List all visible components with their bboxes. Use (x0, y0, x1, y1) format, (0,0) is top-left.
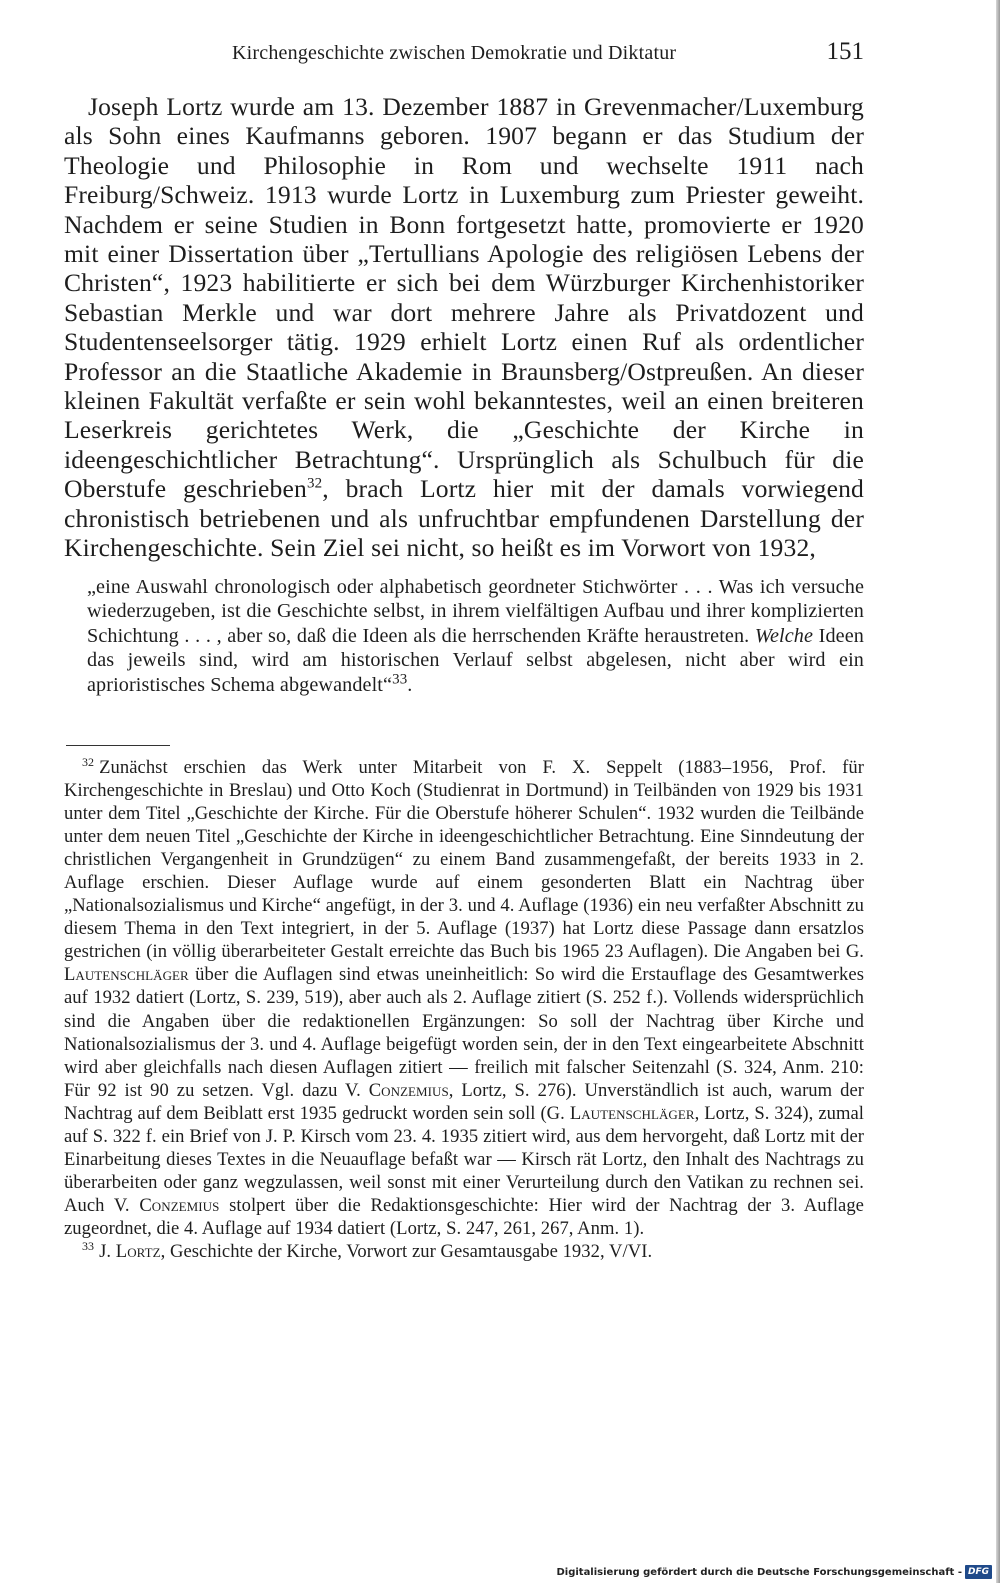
footnote-text: über die Auflagen sind etwas uneinheitlich: So wird die Erstauflage des Gesamtwerkes auf 1932 datiert (Lortz, S. 239, 519), aber auch als 2. Auflage zitiert (S. 252 f.). Vollends widersprüchlich sind die Angaben über die redaktionellen Ergänzungen: So soll der Nachtrag über Kirche und Nationalsozialismus der 3. und 4. Auflage beigefügt worden sein, der in den Text eingearbeitete Abschnitt wird aber gleichfalls nach diesen Auflagen zitiert — freilich mit falscher Seitenzahl (S. 324, Anm. 210: Für 92 ist 90 zu setzen. Vgl. dazu V. (64, 964, 864, 1101)
footnote-text: , Geschichte der Kirche, Vorwort zur Gesamtausgabe 1932, V/VI. (160, 1240, 653, 1262)
author-name: Conzemius (139, 1194, 220, 1216)
footnote-reference-33[interactable]: 33 (392, 670, 408, 687)
main-text (64, 92, 864, 563)
digitization-credit (556, 1565, 992, 1579)
footnote-33 (64, 1240, 864, 1263)
author-name: Lautenschläger (569, 1102, 695, 1124)
footnote-reference-32[interactable]: 32 (306, 475, 323, 492)
footnote-32 (64, 756, 864, 1240)
paragraph-text: Joseph Lortz wurde am 13. Dezember 1887 in Grevenmacher/Luxemburg als Sohn eines Kaufmanns geboren. 1907 begann er das Studium der Theologie und Philosophie in Rom und wechselte 1911 nach Freiburg/Schweiz. 1913 wurde Lortz in Luxemburg zum Priester geweiht. Nachdem er seine Studien in Bonn fortgesetzt hatte, promovierte er 1920 mit einer Dissertation über „Tertullians Apologie des religiösen Lebens der Christen“, 1923 habilitierte er sich bei dem Würzburger Kirchenhistoriker Sebastian Merkle und war dort mehrere Jahre als Privatdozent und Studentenseelsorger tätig. 1929 erhielt Lortz einen Ruf als ordentlicher Professor an die Staatliche Akademie in Braunsberg/Ostpreußen. An dieser kleinen Fakultät verfaßte er sein wohl bekanntestes, weil an einen breiteren Leserkreis gerichtetes Werk, die „Geschichte der Kirche in ideengeschichtlicher Betrachtung“. Ursprünglich als Schulbuch für die Oberstufe geschrieben (64, 92, 864, 504)
footnotes (64, 756, 864, 1263)
footnote-text: , Lortz, S. 276). Unverständlich ist auch, warum der Nachtrag auf dem Beiblatt erst 1935 gedruckt worden sein soll (G. (64, 1079, 864, 1124)
quote-end: . (407, 673, 413, 696)
author-name: Lortz (115, 1240, 161, 1262)
footnote-number: 33 (82, 1238, 95, 1253)
footnote-text: Zunächst erschien das Werk unter Mitarbeit von F. X. Seppelt (1883–1956, Prof. für Kirchengeschichte in Breslau) und Otto Koch (Studienrat in Dortmund) in Teilbänden von 1929 bis 1931 unter dem Titel „Geschichte der Kirche. Für die Oberstufe höherer Schulen“. 1932 wurden die Teilbände unter dem neuen Titel „Geschichte der Kirche in ideengeschichtlicher Betrachtung. Eine Sinndeutung der christlichen Vergangenheit in Grundzügen“ zu einem Band zusammengefaßt, der bereits 1933 in 2. Auflage erschien. Dieser Auflage wurde auf einem gesonderten Blatt ein Nachtrag über „Nationalsozialismus und Kirche“ angefügt, in der 3. und 4. Auflage (1936) ein neu verfaßter Abschnitt zu diesem Thema in den Text integriert, in der 5. Auflage (1937) hat Lortz diese Passage dann ersatzlos gestrichen (in völlig überarbeiteter Gestalt erreichte das Buch bis 1965 23 Auflagen). Die Angaben bei G. (64, 757, 864, 963)
author-name: Conzemius (368, 1079, 449, 1101)
quote-text: „eine Auswahl chronologisch oder alphabetisch geordneter Stichwörter . . . Was ich versuche wiederzugeben, ist die Geschichte selbst, in ihrem vielfältigen Aufbau und ihrer komplizierten Schichtung . . . , aber so, daß die Ideen als die herrschenden Kräfte heraustreten. (87, 576, 864, 647)
running-header (64, 38, 864, 66)
quote-text-continued: Ideen das jeweils sind, wird am historischen Verlauf selbst abgelesen, nicht aber wird ein aprioristisches Schema abgewandelt“ (87, 624, 864, 696)
quote-paragraph (87, 575, 864, 697)
page-number: 151 (826, 38, 864, 65)
paragraph-text-continued: , brach Lortz hier mit der damals vorwiegend chronistisch betriebenen und als unfruchtbar empfundenen Darstellung der Kirchengeschichte. Sein Ziel sei nicht, so heißt es im Vorwort von 1932, (64, 474, 864, 563)
author-name: Lautenschläger (64, 964, 189, 986)
block-quote (87, 575, 864, 697)
footnote-text: stolpert über die Redaktionsgeschichte: Hier wird der Nachtrag der 3. Auflage zugeordnet, die 4. Auflage auf 1934 datiert (Lortz, S. 247, 261, 267, Anm. 1). (64, 1194, 864, 1239)
credit-text: Digitalisierung gefördert durch die Deutsche Forschungsgemeinschaft - (556, 1566, 962, 1578)
dfg-logo: DFG (965, 1565, 992, 1579)
running-title: Kirchengeschichte zwischen Demokratie und Diktatur (232, 42, 677, 64)
main-paragraph (64, 92, 864, 563)
footnote-separator (66, 745, 170, 746)
scan-edge-shadow (996, 0, 1000, 1583)
quote-emphasis: Welche (754, 624, 814, 647)
footnote-text: , Lortz, S. 324), zumal auf S. 322 f. ein Brief von J. P. Kirsch vom 23. 4. 1935 zitiert wird, aus dem hervorgeht, daß Lortz mit der Einarbeitung dieses Textes in die Neuauflage befaßt war — Kirsch rät Lortz, den Inhalt des Nachtrags zu überarbeiten oder ganz wegzulassen, weil sonst mit einer Verurteilung durch den Vatikan zu rechnen sei. Auch V. (64, 1102, 864, 1216)
footnote-text: J. (99, 1240, 112, 1262)
footnote-number: 32 (82, 754, 95, 769)
